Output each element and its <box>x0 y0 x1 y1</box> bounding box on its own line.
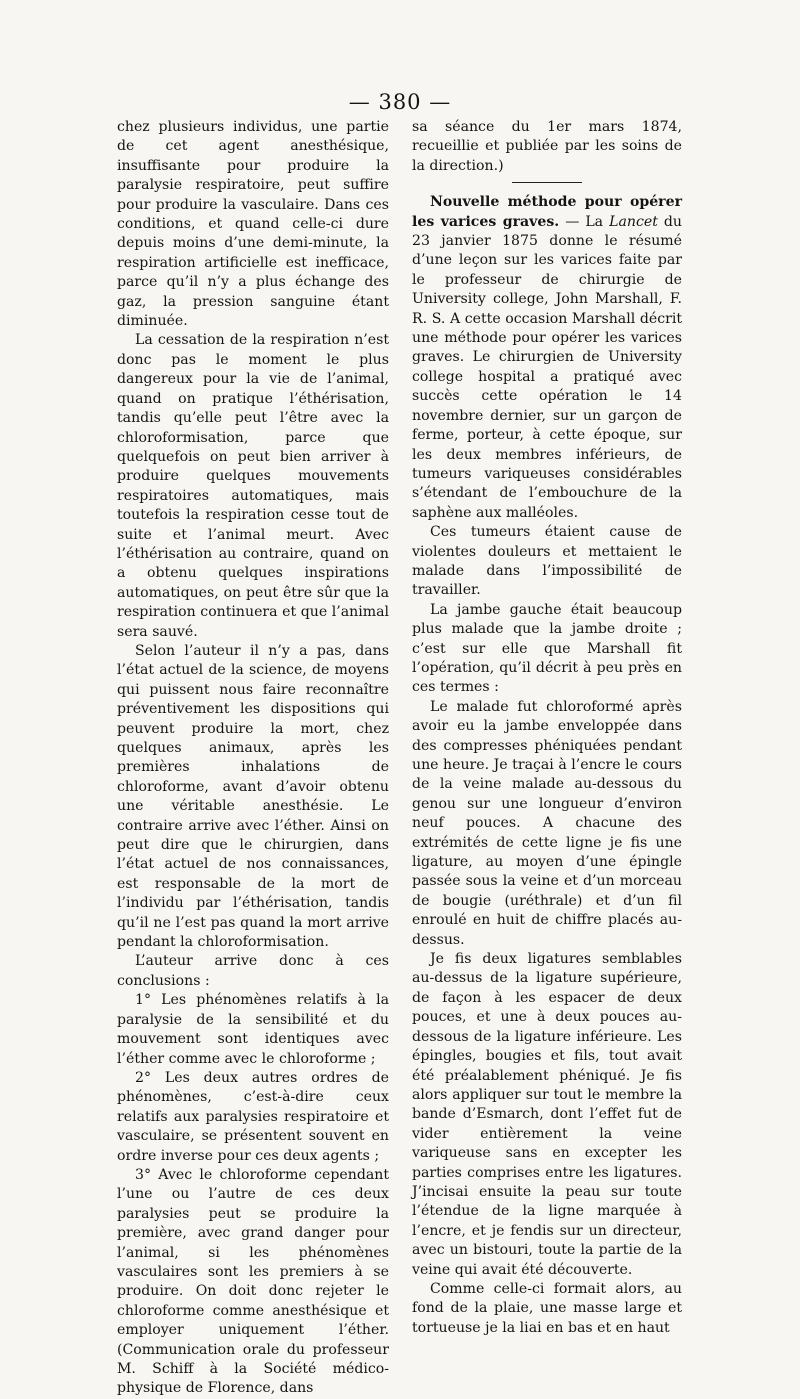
paragraph: Comme celle-ci formait alors, au fond de la plaie, une masse large et tortueuse je la liai en bas et en haut <box>412 1280 682 1336</box>
paragraph: La cessation de la respiration n’est donc pas le moment le plus dangereux pour la vie de l’animal, quand on pratique l’éthérisation, tandis qu’elle peut l’être avec la chloroformisation, parce que quelquefois on peut bien arriver à produire quelques mouvements respiratoires automatiques, mais toutefois la respiration cesse tout de suite et l’animal meurt. Avec l’éthérisation au contraire, quand on a obtenu quelques inspirations automatiques, on peut être sûr que la respiration continuera et que l’animal sera sauvé. <box>117 332 389 640</box>
paragraph: 3° Avec le chloroforme cependant l’une ou l’autre de ces deux paralysies peut se produire la première, avec grand danger pour l’animal, si les phénomènes vasculaires sont les premiers à se produire. On doit donc rejeter le chloroforme comme anesthésique et employer uniquement l’éther. (Communication orale du professeur M. Schiff à la Société médico-physique de Florence, dans <box>117 1166 389 1397</box>
journal-name: Lancet <box>609 213 658 230</box>
article-title: Nouvelle méthode pour opérer les varices graves. <box>412 194 682 230</box>
section-divider <box>512 182 582 183</box>
article-intro: Nouvelle méthode pour opérer les varices graves. — La Lancet du 23 janvier 1875 donne le résumé d’une leçon sur les varices faite par le professeur de chirurgie de University college, John Marshall, F. R. S. A cette occasion Marshall décrit une méthode pour opérer les varices graves. Le chirurgien de University college hospital a pratiqué avec succès cette opération le 14 novembre dernier, sur un garçon de ferme, porteur, à cette époque, sur les deux membres inférieurs, de tumeurs variqueuses considérables s’étendant de l’embouchure de la saphène aux malléoles. <box>412 194 683 521</box>
paragraph: Je fis deux ligatures semblables au-dessus de la ligature supérieure, de façon à les espacer de deux pouces, et une à deux pouces au-dessous de la ligature inférieure. Les épingles, bougies et fils, tout avait été préalablement phéniqué. Je fis alors appliquer sur tout le membre la bande d’Esmarch, dont l’effet fut de vider entièrement la veine variqueuse sans en excepter les parties comprises entre les ligatures. J’incisai ensuite la peau sur toute l’étendue de la ligne marquée à l’encre, et je fendis sur un directeur, avec un bistouri, toute la partie de la veine qui avait été découverte. <box>412 951 682 1278</box>
paragraph: Le malade fut chloroformé après avoir eu la jambe enveloppée dans des compresses phéniquées pendant une heure. Je traçai à l’encre le cours de la veine malade au-dessous du genou sur une longueur d’environ neuf pouces. A chacune des extrémités de cette ligne je fis une ligature, au moyen d’une épingle passée sous la veine et d’un morceau de bougie (uréthrale) et d’un fil enroulé en huit de chiffre placés au-dessus. <box>412 698 682 948</box>
paragraph: 2° Les deux autres ordres de phénomènes, c’est-à-dire ceux relatifs aux paralysies respiratoire et vasculaire, se présentent souvent en ordre inverse pour ces deux agents ; <box>117 1069 389 1164</box>
paragraph: sa séance du 1er mars 1874, recueillie et publiée par les soins de la direction.) <box>412 119 682 174</box>
left-column <box>117 118 389 1399</box>
paragraph: chez plusieurs individus, une partie de cet agent anesthésique, insuffisante pour produire la paralysie respiratoire, peut suffire pour produire la vasculaire. Dans ces conditions, et quand celle-ci dure depuis moins d’une demi-minute, la respiration artificielle est inefficace, parce qu’il n’y a plus échange des gaz, la pression sanguine étant diminuée. <box>117 119 389 330</box>
paragraph: La jambe gauche était beaucoup plus malade que la jambe droite ; c’est sur elle que Marshall fit l’opération, qu’il décrit à peu près en ces termes : <box>412 601 682 696</box>
right-column <box>412 118 682 1338</box>
page-number: — 380 — <box>348 90 452 114</box>
paragraph: L’auteur arrive donc à ces conclusions : <box>117 953 389 989</box>
paragraph: Selon l’auteur il n’y a pas, dans l’état actuel de la science, de moyens qui puissent nous faire reconnaître préventivement les dispositions qui peuvent produire la mort, chez quelques animaux, après les premières inhalations de chloroforme, avant d’avoir obtenu une véritable anesthésie. Le contraire arrive avec l’éther. Ainsi on peut dire que le chirurgien, dans l’état actuel de nos connaissances, est responsable de la mort de l’individu par l’éthérisation, tandis qu’il ne l’est pas quand la mort arrive pendant la chloroformisation. <box>117 642 389 951</box>
paragraph: 1° Les phénomènes relatifs à la paralysie de la sensibilité et du mouvement sont identiques avec l’éther comme avec le chloroforme ; <box>117 992 389 1067</box>
paragraph: Ces tumeurs étaient cause de violentes douleurs et mettaient le malade dans l’impossibilité de travailler. <box>412 524 682 599</box>
